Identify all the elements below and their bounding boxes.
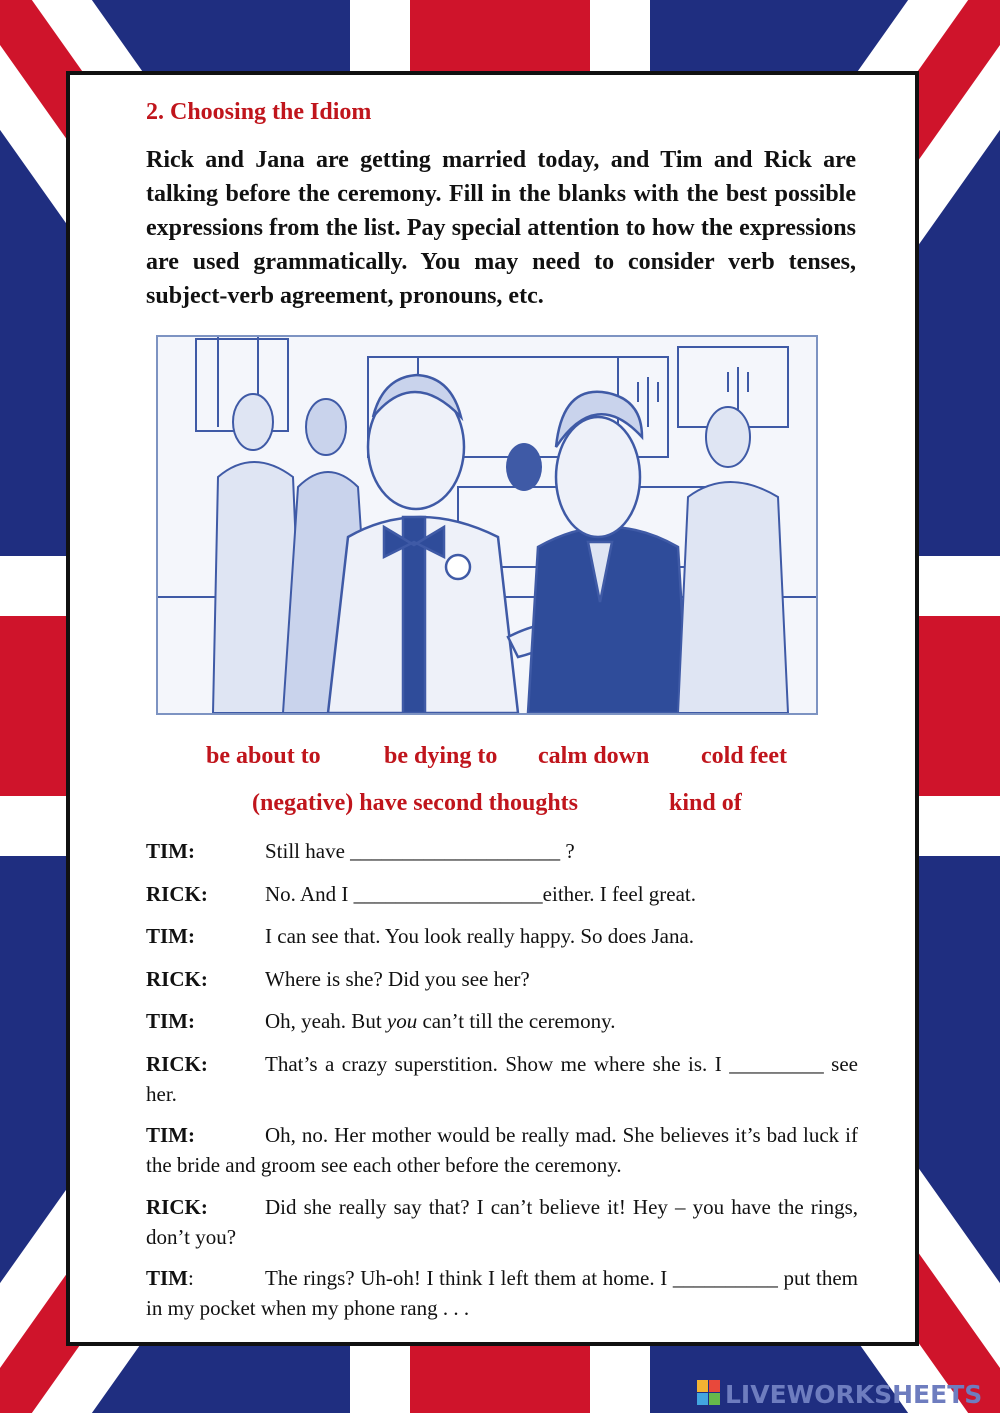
speaker-label: TIM: [146,1266,194,1290]
word-bank-item: be dying to [384,743,498,769]
dialogue-text: The rings? Uh-oh! I think I left them at home. I __________ put them in my pocket when my phone rang . . . [146,1266,858,1320]
watermark-text: LIVEWORKSHEETS [725,1380,983,1409]
speaker-label: RICK: [146,882,208,906]
worksheet-panel [66,71,919,1346]
dialogue-text: Where is she? Did you see her? [265,967,530,991]
word-bank-item: cold feet [701,743,787,769]
speaker-label: TIM: [146,839,195,863]
section-title: 2. Choosing the Idiom [146,99,372,125]
dialogue-line [146,1263,858,1323]
dialogue-text: No. And I __________________either. I feel great. [265,882,696,906]
dialogue-line [146,1049,858,1109]
dialogue-text: Did she really say that? I can’t believe it! Hey – you have the rings, don’t you? [146,1195,858,1249]
speaker-label: RICK: [146,1052,208,1076]
dialogue-text: Oh, no. Her mother would be really mad. She believes it’s bad luck if the bride and groom see each other before the ceremony. [146,1123,858,1177]
word-bank-item: (negative) have second thoughts [252,790,579,816]
speaker-label: TIM: [146,1009,195,1033]
word-bank-item: calm down [538,743,650,769]
speaker-label: TIM: [146,924,195,948]
dialogue-text: I can see that. You look really happy. So does Jana. [265,924,695,948]
dialogue-line [146,1192,858,1252]
liveworksheets-logo-icon [697,1380,721,1406]
word-bank-item: kind of [669,790,742,816]
dialogue-text: Oh, yeah. But you can’t till the ceremony. [265,1009,616,1033]
speaker-label: RICK: [146,967,208,991]
dialogue-line [146,1120,858,1180]
speaker-label: RICK: [146,1195,208,1219]
dialogue-text: That’s a crazy superstition. Show me where she is. I _________ see her. [146,1052,858,1106]
dialogue-text: Still have ____________________ ? [265,839,575,863]
instructions-text: Rick and Jana are getting married today, and Tim and Rick are talking before the ceremony. Fill in the blanks with the best possible expressions from the list. Pay special attention to how the expressions are used grammatically. You may need to consider verb tenses, subject-verb agreement, pronouns, etc. [146,147,856,309]
wedding-illustration [156,335,818,715]
liveworksheets-watermark [697,1380,983,1409]
word-bank-item: be about to [206,743,321,769]
speaker-label: TIM: [146,1123,195,1147]
